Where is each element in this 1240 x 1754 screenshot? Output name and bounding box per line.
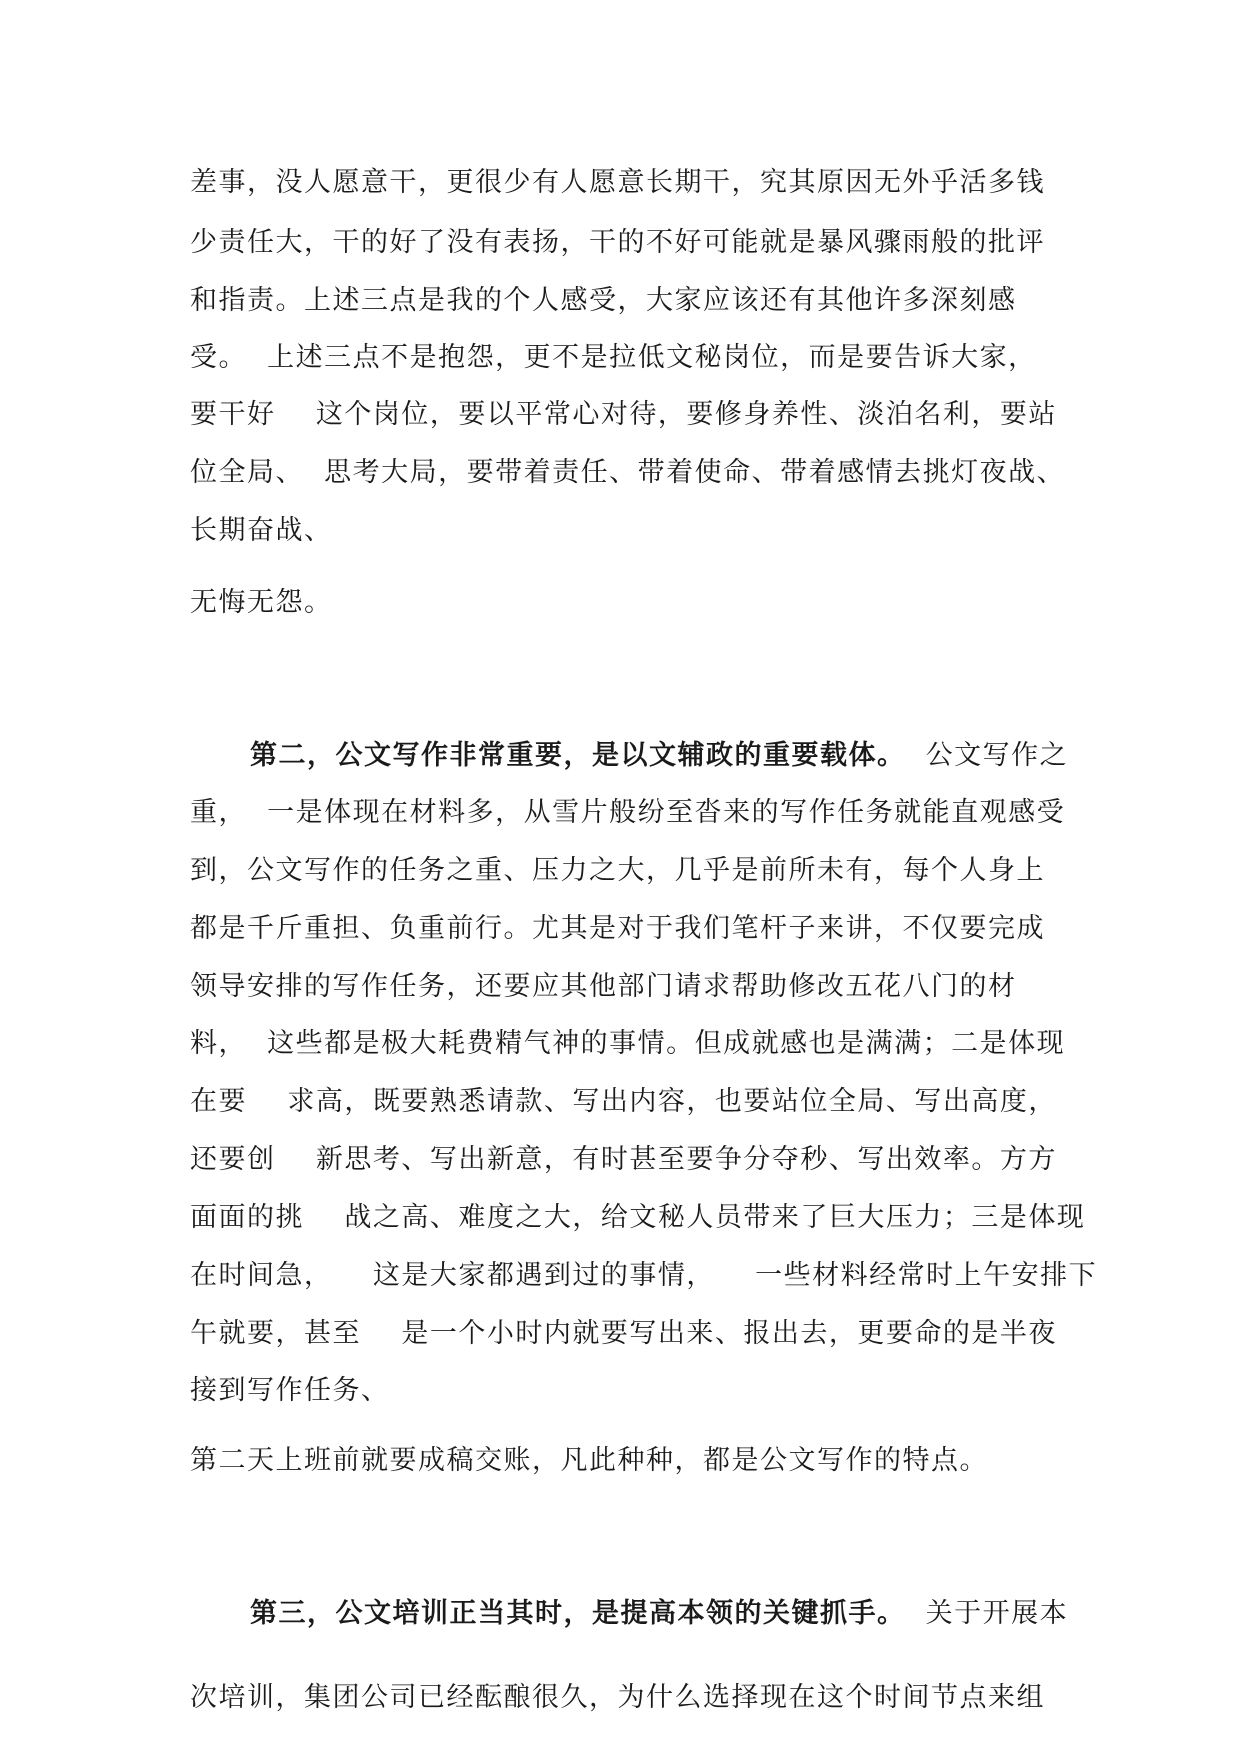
body-text-line: 午就要，甚至 是一个小时内就要写出来、报出去，更要命的是半夜 [190,1318,1057,1349]
body-text-line: 接到写作任务、 [190,1375,390,1406]
body-text-line: 位全局、 思考大局，要带着责任、带着使命、带着感情去挑灯夜战、 [190,457,1066,488]
body-text-line: 受。 上述三点不是抱怨，更不是拉低文秘岗位，而是要告诉大家， [190,342,1037,373]
body-text-line: 要干好 这个岗位，要以平常心对待，要修身养性、淡泊名利，要站 [190,399,1057,430]
body-text-line: 差事，没人愿意干，更很少有人愿意长期干，究其原因无外乎活多钱 [190,167,1045,198]
body-text-line: 重， 一是体现在材料多，从雪片般纷至沓来的写作任务就能直观感受 [190,797,1066,828]
body-text-inline: 公文写作之 [905,740,1069,771]
body-text-line: 和指责。上述三点是我的个人感受，大家应该还有其他许多深刻感 [190,285,1017,316]
body-text-line: 长期奋战、 [190,515,333,546]
body-text-inline: 关于开展本 [905,1598,1069,1629]
section-heading: 第三，公文培训正当其时，是提高本领的关键抓手。 [250,1598,906,1629]
body-text-line: 面面的挑 战之高、难度之大，给文秘人员带来了巨大压力；三是体现 [190,1202,1086,1233]
body-text-line: 领导安排的写作任务，还要应其他部门请求帮助修改五花八门的材 [190,971,1017,1002]
body-text-line: 都是千斤重担、负重前行。尤其是对于我们笔杆子来讲，不仅要完成 [190,913,1045,944]
body-text-line: 还要创 新思考、写出新意，有时甚至要争分夺秒、写出效率。方方 [190,1144,1057,1175]
body-text-line: 在要 求高，既要熟悉请款、写出内容，也要站位全局、写出高度， [190,1086,1057,1117]
body-text-line: 料， 这些都是极大耗费精气神的事情。但成就感也是满满；二是体现 [190,1028,1066,1059]
section-heading-line [250,738,1068,774]
body-text-line: 到，公文写作的任务之重、压力之大，几乎是前所未有，每个人身上 [190,855,1045,886]
body-text-line: 次培训，集团公司已经酝酿很久，为什么选择现在这个时间节点来组 [190,1682,1045,1713]
body-text-line: 无悔无怨。 [190,587,333,618]
body-text-line: 少责任大，干的好了没有表扬，干的不好可能就是暴风骤雨般的批评 [190,227,1045,258]
section-heading: 第二，公文写作非常重要，是以文辅政的重要载体。 [250,740,906,771]
section-heading-line [250,1596,1068,1632]
body-text-line: 在时间急， 这是大家都遇到过的事情， 一些材料经常时上午安排下 [190,1260,1098,1291]
body-text-line: 第二天上班前就要成稿交账，凡此种种，都是公文写作的特点。 [190,1445,988,1476]
